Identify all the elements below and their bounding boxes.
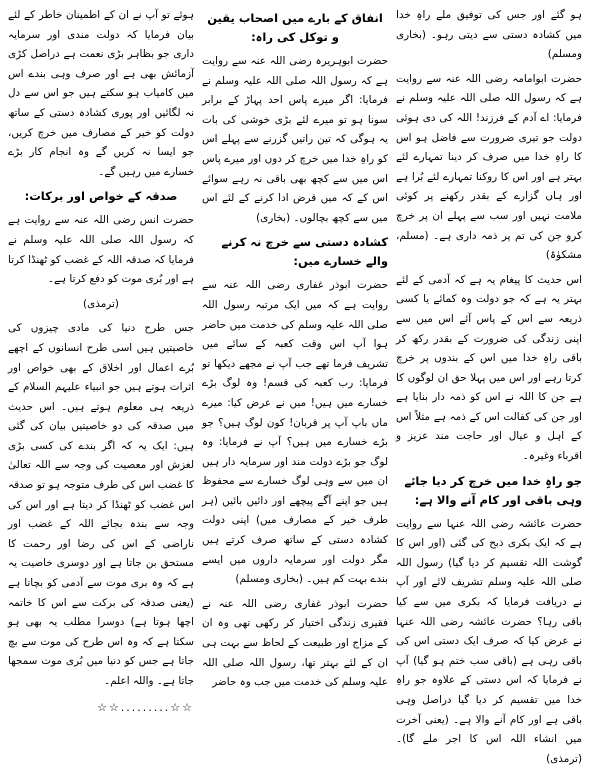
paragraph: حضرت عائشہ رضی اللہ عنہا سے روایت ہے کہ ایک بکری ذبح کی گئی (اور اس کا گوشت اللہ تقسیم کر دیا گیا) رسول اللہ صلی اللہ علیہ وسلم تشریف لائے اور آپ نے دریافت فرمایا کہ بکری میں سے کیا باقی رہا؟ حضرت عائشہ رضی اللہ عنہا نے عرض کیا کہ صرف ایک دستی اس کی باقی رہی ہے (باقی سب ختم ہو گیا) آپ نے فرمایا کہ اس دستی کے علاوہ جو راہِ خدا میں تقسیم کر دیا گیا دراصل وہی باقی ہے اور کام آنے والا ہے۔ (یعنی آخرت میں انشاء اللہ اس کا اجر ملے گا)۔ (ترمذی) bbox=[396, 517, 582, 765]
section-heading: انفاق کے بارے میں اصحاب یقین و توکل کی راہ: bbox=[207, 11, 383, 44]
paragraph: اس حدیث کا پیغام یہ ہے کہ آدمی کے لئے بہتر یہ ہے کہ جو دولت وہ کمائے یا کسی ذریعہ سے اس کے پاس آئے اس میں سے اپنی زندگی کی ضرورت کے بقدر رکھ کر باقی راہِ خدا میں اس کے بندوں پر خرچ کرتا رہے اور اس میں پہلا حق ان لوگوں کا ہے جن کا اللہ نے اس کو ذمہ دار بنایا ہے اور جن کی کفالت اس کے ذمہ ہے مثلاً اس کے اہل و عیال اور حاجت مند عزیز و اقرباء وغیرہ۔ bbox=[396, 273, 582, 463]
paragraph: حضرت ابوذر غفاری رضی اللہ عنہ سے روایت ہے کہ میں ایک مرتبہ رسول اللہ صلی اللہ علیہ وسلم کی خدمت میں حاضر ہوا آپ اس وقت کعبہ کے سائے میں تشریف فرما تھے جب آپ نے مجھے دیکھا تو فرمایا: رب کعبہ کی قسم! وہ لوگ بڑے خسارے میں ہیں! میں نے عرض کیا: میرے ماں باپ آپ پر قربان! کون لوگ ہیں؟ جو بڑے خسارے میں ہیں؟ آپ نے فرمایا: وہ لوگ جو بڑے دولت مند اور سرمایہ دار ہیں ان میں سے وہی لوگ خسارے سے محفوظ ہیں جو اپنے آگے پیچھے اور دائیں بائیں (ہر طرف خیر کے مصارف میں) اپنی دولت کشادہ دستی کے ساتھ صرف کرتے ہیں مگر دولت اور سرمایہ داروں میں ایسے بندے بہت کم ہیں۔ (بخاری ومسلم) bbox=[202, 279, 388, 586]
end-stars-divider: ☆☆.........☆☆ bbox=[97, 700, 194, 714]
section-heading: جو راہِ خدا میں خرچ کر دیا جائے وہی باقی اور کام آنے والا ہے: bbox=[404, 473, 582, 507]
column-left bbox=[8, 6, 194, 753]
paragraph: ہوئے تو آپ نے ان کے اطمینان خاطر کے لئے بیان فرمایا کہ دولت مندی اور سرمایہ داری جو بظاہر بڑی نعمت ہے دراصل کڑی آزمائش بھی ہے اور صرف وہی بندے اس میں کامیاب ہو سکتے ہیں جو اس سے دل نہ لگائیں اور پوری کشادہ دستی کے ساتھ دولت کو خیر کے مصارف میں خرچ کریں، جو ایسا نہ کریں گے وہ انجام کار بڑے خسارے میں رہیں گے۔ bbox=[8, 9, 194, 178]
paragraph: جس طرح دنیا کی مادی چیزوں کی خاصیتیں ہیں اسی طرح انسانوں کے اچھے بُرے اعمال اور اخلاق کے بھی خواص اور اثرات ہوتے ہیں جو انبیاء علیہم السلام کے ذریعہ ہی معلوم ہوتے ہیں۔ اس حدیث میں صدقہ کی دو خاصیتیں بیان کی گئی ہیں: ایک یہ کہ اگر بندے کی کسی بڑی لغزش اور معصیت کی وجہ سے اللہ تعالیٰ کا غضب اس کی طرف متوجہ ہو تو صدقہ اس غضب کو ٹھنڈا کر دیتا ہے اور اس کی وجہ سے بندہ بجائے اللہ کے غضب اور ناراضی کے اس کی رضا اور رحمت کا مستحق بن جاتا ہے اور دوسری خاصیت یہ ہے کہ وہ بری موت سے آدمی کو بچاتا ہے (یعنی صدقہ کی برکت سے اس کا خاتمہ اچھا ہوتا ہے) دوسرا مطلب یہ بھی ہو سکتا ہے کہ وہ اس طرح کی موت سے بچ جاتا ہے جس کو دنیا میں بُری موت سمجھا جاتا ہے۔ واللہ اعلم۔ bbox=[8, 322, 194, 687]
paragraph: حضرت ابوامامہ رضی اللہ عنہ سے روایت ہے کہ رسول اللہ صلی اللہ علیہ وسلم نے فرمایا: اے آدم کے فرزند! اللہ کی دی ہوئی دولت جو تیری ضرورت سے فاضل ہو اس کا راہِ خدا میں صرف کر دینا تمہارے لئے بہتر ہے اور اس کا روکنا تمہارے لئے بُرا ہے اور ہاں گزارے کے بقدر رکھنے پر کوئی ملامت نہیں اور سب سے پہلے ان پر خرچ کرو جن کی تم پر ذمہ داری ہے۔ (مسلم، مشکوٰۃ) bbox=[396, 72, 582, 262]
paragraph: حضرت ابوہریرہ رضی اللہ عنہ سے روایت ہے کہ رسول اللہ صلی اللہ علیہ وسلم نے فرمایا: اگر میرے پاس احد پہاڑ کے برابر سونا ہو تو میرے لئے بڑی خوشی کی بات یہ ہوگی کہ تین راتیں گزرنے سے پہلے اس کو راہِ خدا میں خرچ کر دوں اور میرے پاس اس میں سے کچھ بھی باقی نہ رہے سوائے اس کے کہ میں قرض ادا کرنے کے لئے اس میں سے کچھ بچالوں۔ (بخاری) bbox=[202, 55, 388, 224]
paragraph: حضرت انس رضی اللہ عنہ سے روایت ہے کہ رسول اللہ صلی اللہ علیہ وسلم نے فرمایا کہ صدقہ اللہ کے غضب کو ٹھنڈا کرتا ہے اور بُری موت کو دفع کرتا ہے۔ bbox=[8, 214, 194, 286]
paragraph: ہو گئے اور جس کی توفیق ملے راہِ خدا میں کشادہ دستی سے دیتی رہو۔ (بخاری ومسلم) bbox=[396, 9, 582, 61]
column-middle bbox=[202, 6, 388, 753]
paragraph: حضرت ابوذر غفاری رضی اللہ عنہ نے فقیری زندگی اختیار کر رکھی تھی وہ ان کے مزاج اور طبیعت کے لحاظ سے بہت ہی ان کے لئے بہتر تھا، رسول اللہ صلی اللہ علیہ وسلم کی خدمت میں جب وہ حاضر bbox=[202, 597, 388, 689]
hadith-reference: (ترمذی) bbox=[83, 297, 119, 310]
section-heading: صدقہ کے خواص اور برکات: bbox=[24, 189, 178, 204]
column-right bbox=[396, 6, 582, 765]
text-columns bbox=[8, 6, 582, 765]
section-heading: کشادہ دستی سے خرچ نہ کرنے والے خسارے میں: bbox=[221, 235, 388, 269]
